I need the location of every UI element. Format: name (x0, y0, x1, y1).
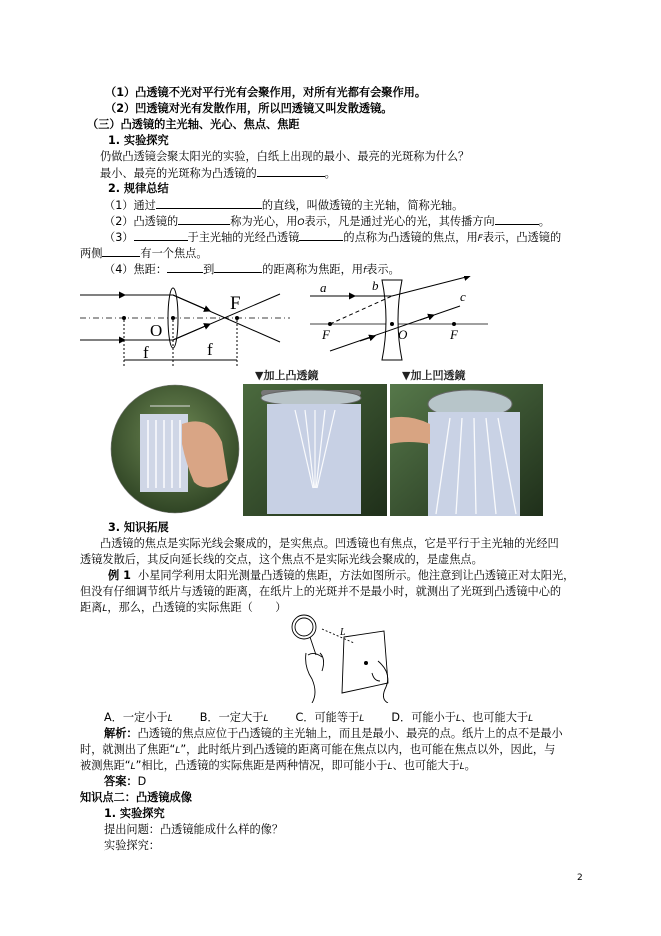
options-line (104, 710, 533, 727)
question-line: 提出问题：凸透镜能成什么样的像？ (104, 823, 284, 836)
page-number: 2 (577, 873, 583, 883)
line-virtual-focus: 透镜发散后，其反向延长线的交点，这个焦点不是实际光线会聚成的，是虚焦点。 (80, 553, 483, 566)
hand-card-photo (110, 384, 240, 514)
line-focus-cont: 两侧 有一个焦点。 (80, 247, 208, 260)
center-label: O (150, 321, 163, 340)
concave-photo-caption: ▼加上凹透鏡 (402, 369, 466, 382)
line-focal-length: （4）焦距： 到 的距离称为焦距，用f表示。 (104, 263, 400, 276)
line-principal-axis: （1）通过 的直线，叫做透镜的主光轴，简称光轴。 (104, 199, 464, 212)
subheading-experiment: 1. 实验探究 (108, 134, 169, 147)
focus-label: F (230, 293, 241, 314)
concave-lens-diagram (310, 276, 488, 364)
analysis-line3: 被测焦距“L”相比，凸透镜的实际焦距是两种情况，即可能小于L、也可能大于L。 (80, 759, 476, 772)
subheading-extension: 3. 知识拓展 (108, 521, 169, 534)
measure-focal-figure (282, 613, 400, 703)
line-convex-converge: （1）凸透镜不光对平行光有会聚作用，对所有光都有会聚作用。 (105, 86, 427, 99)
convex-photo-caption: ▼加上凸透鏡 (255, 369, 319, 382)
ray-label-c: c (460, 289, 466, 304)
section-heading-3: （三）凸透镜的主光轴、光心、焦点、焦距 (87, 118, 300, 131)
example-1-line3: 距离L，那么，凸透镜的实际焦距（ ） (80, 601, 287, 614)
convex-lens-diagram (80, 280, 300, 368)
option-c: C．可能等于L (295, 711, 365, 724)
subheading-experiment-2: 1. 实验探究 (104, 807, 165, 820)
option-d: D．可能小于L、也可能大于L (391, 711, 534, 724)
line-focus: （3） 于主光轴的光经凸透镜 的点称为凸透镜的焦点，用F表示，凸透镜的 (104, 231, 562, 244)
ray-label-b: b (372, 278, 379, 293)
concave-lens-photo (390, 364, 543, 516)
line-real-focus: 凸透镜的焦点是实际光线会聚成的，是实焦点。凹透镜也有焦点，它是平行于主光轴的光经凹 (100, 537, 559, 550)
measure-L-label: L (340, 627, 346, 638)
knowledge-point-2: 知识点二：凸透镜成像 (80, 791, 192, 804)
convex-lens-photo (243, 364, 387, 516)
line-experiment-question: 仍做凸透镜会聚太阳光的实验，白纸上出现的最小、最亮的光斑称为什么？ (100, 150, 470, 163)
focal-length-label-2: f (207, 340, 213, 359)
example-1-line2: 但没有仔细调节纸片与透镜的距离，在纸片上的光斑并不是最小时，就测出了光斑到凸透镜中心的 (80, 585, 562, 598)
line-spot-name: 最小、最亮的光斑称为凸透镜的 。 (100, 167, 336, 180)
focus-label-left: F (322, 327, 330, 342)
experiment-line: 实验探究： (104, 839, 160, 852)
focus-label-right: F (450, 327, 458, 342)
line-concave-diverge: （2）凹透镜对光有发散作用，所以凹透镜又叫发散透镜。 (105, 102, 393, 115)
line-optical-center: （2）凸透镜的 称为光心，用O表示，凡是通过光心的光，其传播方向 。 (104, 215, 550, 228)
option-b: B．一定大于L (199, 711, 269, 724)
ray-label-a: a (320, 280, 327, 295)
example-1-line1: 例 1 小星同学利用太阳光测量凸透镜的焦距，方法如图所示。他注意到让凸透镜正对太阳光， (108, 569, 575, 582)
subheading-summary: 2. 规律总结 (108, 182, 169, 195)
answer-line: 答案：D (104, 775, 147, 788)
center-label: O (398, 327, 408, 342)
analysis-line2: 时，就测出了焦距“L”，此时纸片到凸透镜的距离可能在焦点以内，也可能在焦点以外，因此，与 (80, 743, 556, 756)
focal-length-label-1: f (143, 343, 149, 362)
option-a: A．一定小于L (104, 711, 173, 724)
analysis-line1: 解析：凸透镜的焦点应位于凸透镜的主光轴上，而且是最小、最亮的点。纸片上的点不是最小 (104, 727, 563, 740)
